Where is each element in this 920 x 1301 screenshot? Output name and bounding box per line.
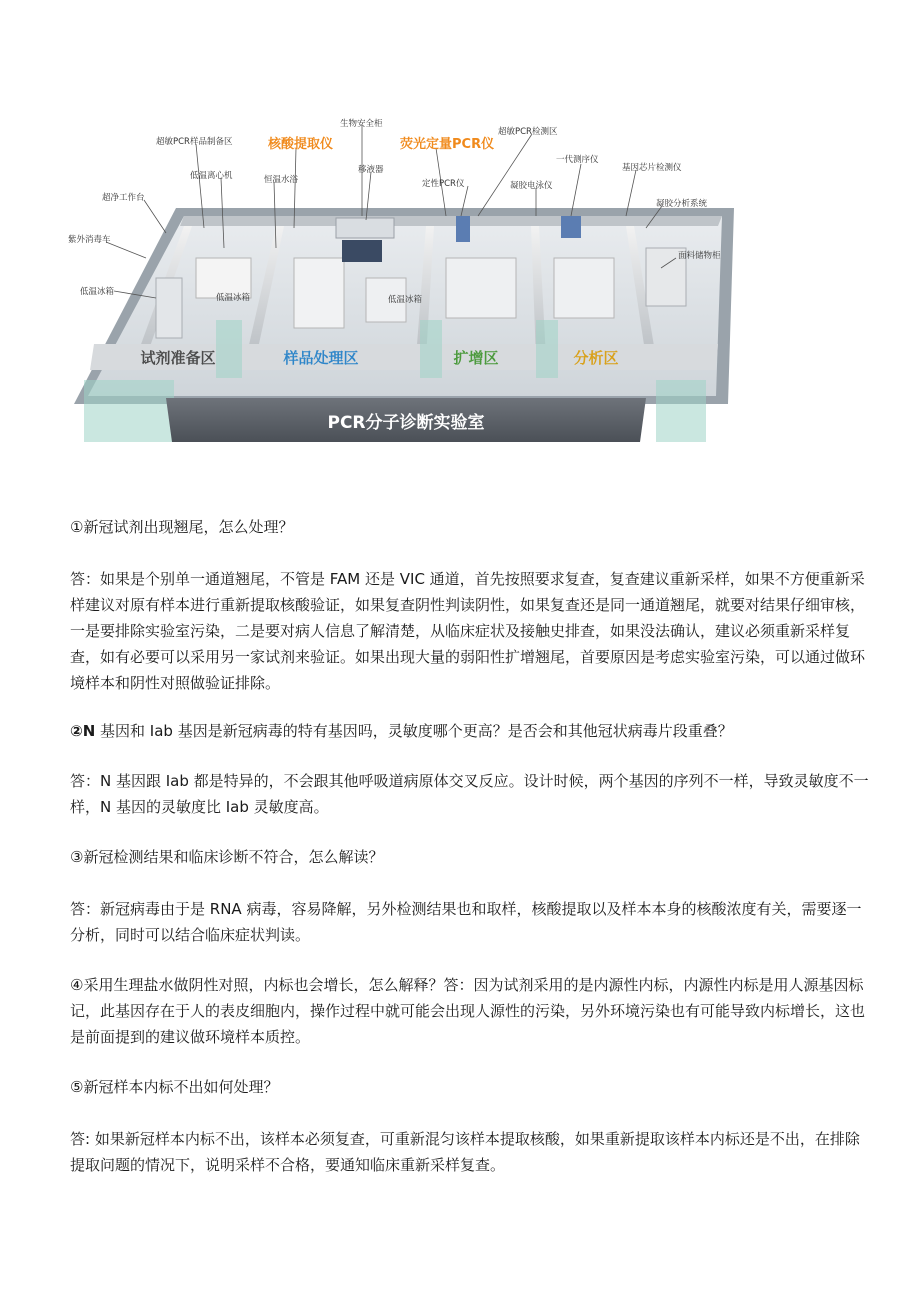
glass-door-entry	[84, 380, 174, 442]
question-2-lead: ②N	[70, 722, 96, 740]
question-2-text: 基因和 Iab 基因是新冠病毒的特有基因吗，灵敏度哪个更高？是否会和其他冠状病毒片段重叠？	[95, 722, 733, 740]
lab-floorplan-svg	[66, 108, 746, 448]
label-clean-bench: 超净工作台	[102, 193, 145, 203]
label-water-bath: 恒温水浴	[264, 175, 299, 185]
glass-door-exit	[656, 380, 706, 442]
label-pcr-sample-prep: 超敏PCR样品制备区	[156, 137, 233, 147]
glass-door-3	[536, 320, 558, 378]
label-fridge-3: 低温冰箱	[388, 295, 423, 305]
label-extractor: 核酸提取仪	[268, 137, 334, 152]
label-gel-electrophoresis: 凝胶电泳仪	[510, 181, 553, 191]
glass-door-2	[420, 320, 442, 378]
label-fridge-1: 低温冰箱	[80, 287, 115, 297]
answer-4: ④采用生理盐水做阴性对照，内标也会增长，怎么解释？答：因为试剂采用的是内源性内标，内源性内标是用人源基因标记，此基因存在于人的表皮细胞内，操作过程中就可能会出现人源性的污染，另外环境污染也有可能导致内标增长，这也是前面提到的建议做环境样本质控。	[70, 976, 866, 1046]
question-5: ⑤新冠样本内标不出如何处理？	[70, 1078, 279, 1096]
label-storage-cabinet: 面料储物柜	[678, 251, 721, 261]
sequencer	[561, 216, 581, 238]
label-sequencer: 一代测序仪	[556, 155, 599, 165]
question-1: ①新冠试剂出现翘尾，怎么处理？	[70, 518, 294, 536]
label-qualitative-pcr: 定性PCR仪	[422, 179, 465, 189]
extraction-instrument	[342, 240, 382, 262]
bench-analysis	[554, 258, 614, 318]
answer-2: 答：N 基因跟 Iab 都是特异的，不会跟其他呼吸道病原体交叉反应。设计时候，两个基因的序列不一样，导致灵敏度不一样，N 基因的灵敏度比 Iab 灵敏度高。	[70, 772, 869, 816]
zone-label-analysis: 分析区	[573, 349, 619, 367]
bench-sample-room	[294, 258, 344, 328]
lab-layout-illustration	[66, 108, 746, 448]
zone-label-reagent: 试剂准备区	[140, 349, 216, 367]
label-uv-cart: 紫外消毒车	[68, 235, 111, 245]
banner-text: PCR分子诊断实验室	[327, 413, 485, 433]
answer-3: 答：新冠病毒由于是 RNA 病毒，容易降解，另外检测结果也和取样，核酸提取以及样本本身的核酸浓度有关，需要逐一分析，同时可以结合临床症状判读。	[70, 900, 862, 944]
label-qpcr: 荧光定量PCR仪	[400, 137, 495, 152]
workbench-reagent-room	[196, 258, 251, 298]
biosafety-cabinet	[336, 218, 394, 238]
bench-amplification	[446, 258, 516, 318]
question-3: ③新冠检测结果和临床诊断不符合，怎么解读？	[70, 848, 384, 866]
label-biosafety-cabinet: 生物安全柜	[340, 119, 383, 129]
answer-5: 答: 如果新冠样本内标不出，该样本必须复查，可重新混匀该样本提取核酸，如果重新提取该样本内标还是不出，在排除提取问题的情况下，说明采样不合格，要通知临床重新采样复查。	[70, 1130, 860, 1174]
label-pipette: 移液器	[358, 165, 384, 175]
label-gel-analysis: 凝胶分析系统	[656, 199, 708, 209]
question-2	[70, 718, 870, 744]
label-fridge-2: 低温冰箱	[216, 293, 251, 303]
label-pcr-detection: 超敏PCR检测区	[498, 127, 558, 137]
qpcr-instrument	[456, 216, 470, 242]
label-gene-chip: 基因芯片检测仪	[622, 163, 682, 173]
label-centrifuge: 低温离心机	[190, 171, 233, 181]
zone-label-amplification: 扩增区	[453, 349, 499, 367]
fridge-left	[156, 278, 182, 338]
back-wall	[180, 216, 722, 226]
glass-door-1	[216, 320, 242, 378]
answer-1: 答：如果是个别单一通道翘尾，不管是 FAM 还是 VIC 通道，首先按照要求复查，复查建议重新采样，如果不方便重新采样建议对原有样本进行重新提取核酸验证，如果复查阴性判读阴性，如果复查还是同一通道翘尾，就要对结果仔细审核，一是要排除实验室污染，二是要对病人信息了解清楚，从临床症状及接触史排查，如果没法确认，建议必须重新采样复查，如有必要可以采用另一家试剂来验证。如果出现大量的弱阳性扩增翘尾，首要原因是考虑实验室污染，可以通过做环境样本和阴性对照做验证排除。	[70, 570, 866, 692]
zone-label-sample: 样品处理区	[283, 349, 359, 367]
